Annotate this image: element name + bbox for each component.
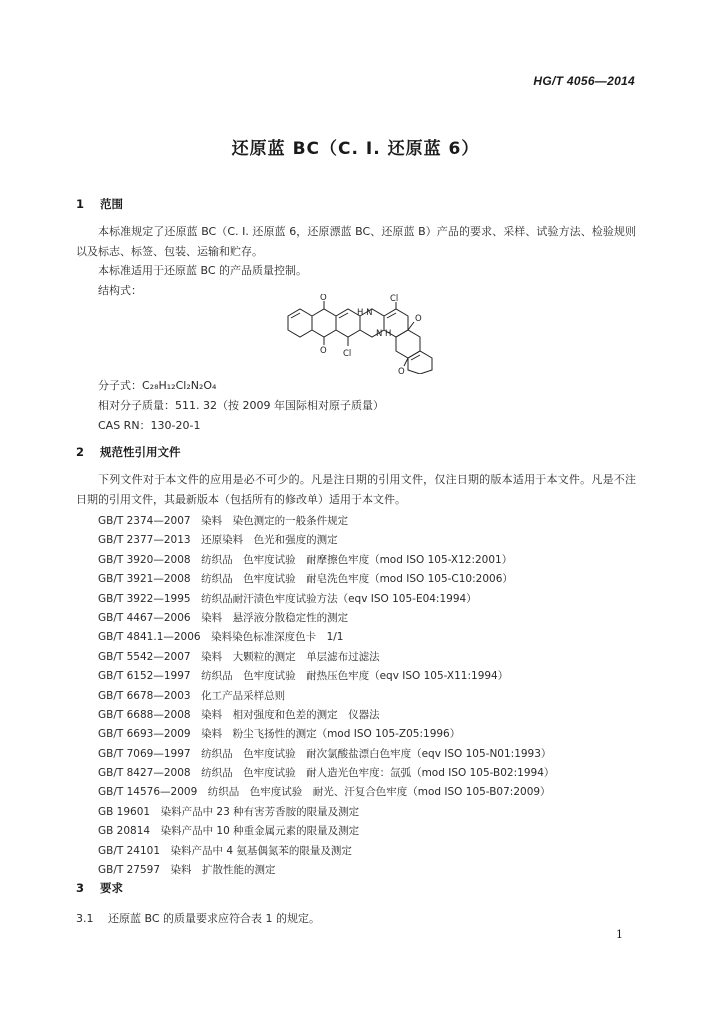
section-3-heading [76, 880, 123, 896]
cas-number: CAS RN：130-20-1 [98, 419, 201, 432]
standard-code: HG/T 4056—2014 [533, 74, 635, 88]
reference-item: GB/T 3921—2008 纺织品 色牢度试验 耐皂洗色牢度（mod ISO 105-C10:2006） [98, 573, 513, 586]
reference-item: GB 20814 染料产品中 10 种重金属元素的限量及测定 [98, 825, 360, 838]
chlorine-atom-label: Cl [390, 294, 399, 304]
reference-item: GB/T 6678—2003 化工产品采样总则 [98, 689, 286, 702]
clause-3-1 [76, 910, 320, 926]
structure-label: 结构式： [98, 284, 142, 297]
reference-item: GB/T 7069—1997 纺织品 色牢度试验 耐次氯酸盐漂白色牢度（eqv ISO 105-N01:1993） [98, 747, 552, 760]
reference-item: GB/T 2374—2007 染料 染色测定的一般条件规定 [98, 515, 349, 527]
reference-item: GB/T 6688—2008 染料 相对强度和色差的测定 仪器法 [98, 708, 380, 721]
section-number: 2 [76, 445, 85, 459]
document-title: 还原蓝 BC（C. I. 还原蓝 6） [231, 139, 480, 159]
section-title: 规范性引用文件 [100, 445, 181, 459]
reference-item: GB/T 14576—2009 纺织品 色牢度试验 耐光、汗复合色牢度（mod ISO 105-B07:2009） [98, 786, 551, 799]
oxygen-atom-label: O [398, 367, 405, 374]
section-title: 要求 [100, 881, 123, 895]
reference-list [0, 512, 554, 880]
clause-text: 还原蓝 BC 的质量要求应符合表 1 的规定。 [108, 912, 321, 925]
reference-item: GB/T 5542—2007 染料 大颗粒的测定 单层滤布过滤法 [98, 650, 380, 663]
carbonyl-bond [408, 322, 414, 330]
ring [408, 351, 432, 374]
nh-atom-label: H N [357, 308, 373, 318]
oxygen-atom-label: O [320, 346, 327, 356]
section-number: 1 [76, 197, 85, 211]
page-number: 1 [616, 928, 623, 941]
ring [396, 330, 420, 358]
section-2-heading [76, 444, 181, 460]
section-title: 范围 [100, 197, 123, 211]
scope-paragraph: 本标准规定了还原蓝 BC（C. I. 还原蓝 6，还原漂蓝 BC、还原蓝 B）产品的要求、采样、试验方法、检验规则以及标志、标签、包装、运输和贮存。 [76, 225, 636, 258]
reference-item: GB/T 3922—1995 纺织品耐汗渍色牢度试验方法（eqv ISO 105-E04:1994） [98, 592, 477, 605]
reference-item: GB/T 27597 染料 扩散性能的测定 [98, 864, 276, 877]
section-number: 3 [76, 881, 85, 895]
oxygen-atom-label: O [320, 294, 327, 303]
reference-item: GB/T 6152—1997 纺织品 色牢度试验 耐热压色牢度（eqv ISO 105-X11:1994） [98, 670, 509, 683]
molecular-formula: 分子式：C₂₈H₁₂Cl₂N₂O₄ [98, 379, 217, 392]
reference-item: GB/T 4467—2006 染料 悬浮液分散稳定性的测定 [98, 611, 349, 624]
molecular-weight: 相对分子质量：511. 32（按 2009 年国际相对原子质量） [98, 399, 384, 412]
reference-item: GB/T 24101 染料产品中 4 氨基偶氮苯的限量及测定 [98, 844, 352, 857]
reference-item: GB/T 2377—2013 还原染料 色光和强度的测定 [98, 534, 338, 547]
carbonyl-bond [404, 358, 408, 366]
applicability-paragraph: 本标准适用于还原蓝 BC 的产品质量控制。 [98, 264, 308, 277]
nh-atom-label: N H [376, 329, 392, 339]
oxygen-atom-label: O [415, 314, 422, 324]
reference-item: GB/T 8427—2008 纺织品 色牢度试验 耐人造光色牢度：氙弧（mod ISO 105-B02:1994） [98, 767, 555, 780]
chlorine-atom-label: Cl [343, 349, 352, 359]
reference-item: GB/T 3920—2008 纺织品 色牢度试验 耐摩擦色牢度（mod ISO 105-X12:2001） [98, 553, 513, 566]
reference-item: GB/T 6693—2009 染料 粉尘飞扬性的测定（mod ISO 105-Z05:1996） [98, 728, 461, 741]
reference-item: GB/T 4841.1—2006 染料染色标准深度色卡 1/1 [98, 631, 344, 644]
normative-references-intro: 下列文件对于本文件的应用是必不可少的。凡是注日期的引用文件，仅注日期的版本适用于本文件。凡是不注日期的引用文件，其最新版本（包括所有的修改单）适用于本文件。 [76, 473, 636, 506]
reference-item: GB 19601 染料产品中 23 种有害芳香胺的限量及测定 [98, 805, 360, 818]
ring [312, 309, 336, 337]
structural-formula [278, 294, 438, 374]
clause-number: 3.1 [76, 912, 94, 925]
section-1-heading [76, 196, 123, 212]
